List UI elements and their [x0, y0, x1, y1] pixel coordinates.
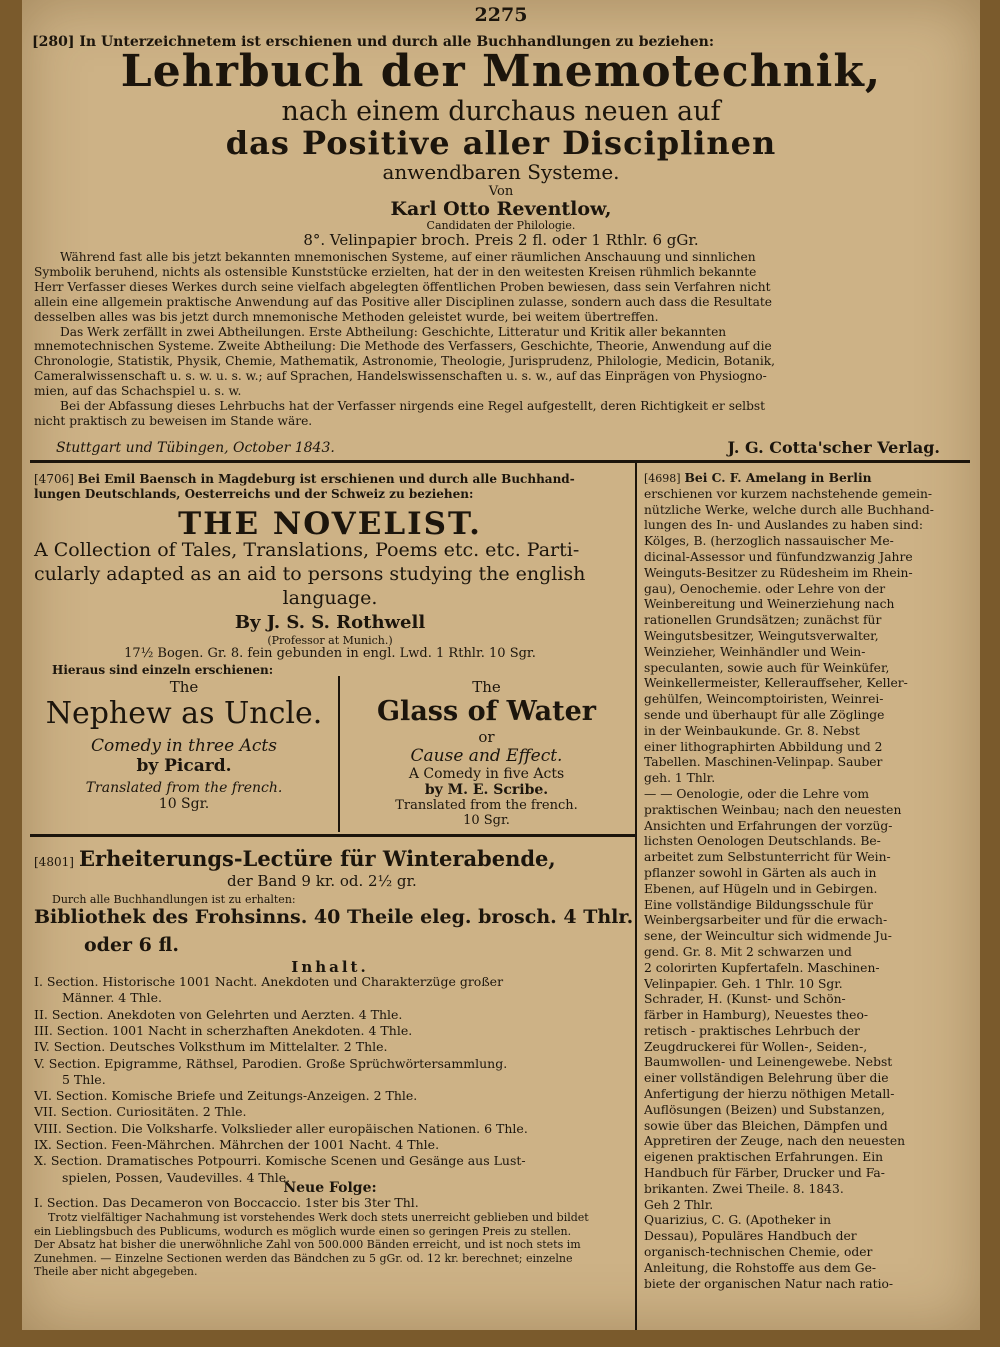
right-line: Tabellen. Maschinen-Velinpap. Sauber [644, 755, 883, 770]
right-lines [644, 487, 974, 1293]
contents-item: I. Section. Historische 1001 Nacht. Anekdoten und Charakterzüge großer [34, 974, 504, 989]
novelist-intro-1: Bei Emil Baensch in Magdeburg ist erschienen und durch alle Buchhand- [77, 472, 575, 486]
right-line: organisch-technischen Chemie, oder [644, 1245, 873, 1260]
nephew-price: 10 Sgr. [158, 796, 210, 812]
right-line: einer vollständigen Belehrung über die [644, 1071, 889, 1086]
desc-line: nicht praktisch zu beweisen im Stande wäre. [34, 413, 313, 428]
new-series-line: Theile aber nicht abgegeben. [34, 1265, 198, 1279]
glass-or: or [478, 728, 495, 746]
right-line: Geh 2 Thlr. [644, 1197, 714, 1212]
desc-line: Symbolik beruhend, nichts als ostensible Kunststücke erzielten, hat der in den weitesten Kreisen rühmlich bekannte [34, 264, 757, 279]
right-line: Weinbereitung und Weinerziehung nach [644, 597, 895, 612]
author-role: Candidaten der Philologie. [426, 219, 576, 232]
book-price: 8°. Velinpapier broch. Preis 2 fl. oder 1 Rthlr. 6 gGr. [303, 231, 699, 249]
desc-line: Chronologie, Statistik, Physik, Chemie, Mathematik, Astronomie, Theologie, Jurisprudenz, Philologie, Medicin, Botanik, [34, 354, 776, 369]
publisher: J. G. Cotta'scher Verlag. [727, 438, 940, 457]
right-line: pflanzer sowohl in Gärten als auch in [644, 865, 877, 880]
right-line: 2 colorirten Kupfertafeln. Maschinen- [644, 960, 880, 975]
library-title-2: oder 6 fl. [84, 934, 179, 956]
right-line: gend. Gr. 8. Mit 2 schwarzen und [644, 944, 852, 959]
desc-line: desselben alles was bis jetzt durch mnemonische Methoden geleistet wurde, bei weitem übertreffen. [34, 309, 659, 324]
new-series-line: ein Lieblingsbuch des Publicums, wodurch es möglich wurde einen so geringen Preis zu stellen. [34, 1224, 572, 1238]
new-series-line: Trotz vielfältiger Nachahmung ist vorstehendes Werk doch stets unerreicht geblieben und bildet [48, 1211, 589, 1224]
novelist-desc-line: cularly adapted as an aid to persons studying the english [34, 563, 586, 585]
right-line: Bei C. F. Amelang in Berlin [684, 470, 872, 485]
right-line: sene, der Weincultur sich widmende Ju- [644, 929, 892, 944]
new-series [34, 1196, 632, 1286]
right-column-ad [644, 470, 974, 1330]
right-line: Auflösungen (Beizen) und Substanzen, [644, 1102, 885, 1117]
lecture-ref: [4801] [34, 855, 74, 869]
nephew-block [34, 678, 334, 812]
contents-item: IX. Section. Feen-Mährchen. Mährchen der 1001 Nacht. 4 Thle. [34, 1137, 440, 1152]
nephew-author: by Picard. [136, 756, 232, 776]
right-line: Anfertigung der hierzu nöthigen Metall- [644, 1087, 895, 1102]
contents-item: VII. Section. Curiositäten. 2 Thle. [34, 1104, 247, 1120]
glass-translated: Translated from the french. [395, 798, 578, 813]
right-line: Weinkellermeister, Kellerauffseher, Keller- [644, 676, 908, 691]
right-line: Quarizius, C. G. (Apotheker in [644, 1213, 832, 1228]
novelist-intro [34, 472, 626, 502]
right-line: retisch - praktisches Lehrbuch der [644, 1023, 860, 1038]
library-title: Bibliothek des Frohsinns. 40 Theile eleg. brosch. 4 Thlr. [34, 906, 634, 928]
contents-list [34, 974, 632, 1194]
right-line: Kölges, B. (herzoglich nassauischer Me- [644, 534, 894, 549]
right-line: färber in Hamburg), Neuestes theo- [644, 1008, 869, 1023]
new-series-heading: Neue Folge: [283, 1180, 377, 1196]
novelist-description [34, 538, 626, 610]
right-line: gau), Oenochemie. oder Lehre von der [644, 581, 886, 596]
novelist-intro-2: lungen Deutschlands, Oesterreichs und der Schweiz zu beziehen: [34, 487, 474, 501]
new-series-line: Zunehmen. — Einzelne Sectionen werden das Bändchen zu 5 gGr. od. 12 kr. berechnet; einzelne [34, 1251, 573, 1265]
right-line: brikanten. Zwei Theile. 8. 1843. [644, 1181, 844, 1196]
novelist-author-role: (Professor at Munich.) [267, 634, 393, 647]
page-number: 2275 [474, 4, 528, 26]
right-line: Schrader, H. (Kunst- und Schön- [644, 992, 846, 1007]
right-line: erschienen vor kurzem nachstehende gemein- [644, 486, 933, 501]
right-line: Appretiren der Zeuge, nach den neuesten [644, 1134, 906, 1149]
book-subtitle-3: anwendbaren Systeme. [382, 160, 620, 184]
right-line: Baumwollen- und Leinengewebe. Nebst [644, 1055, 893, 1070]
lecture-intro: Durch alle Buchhandlungen ist zu erhalten: [52, 893, 296, 906]
right-line: biete der organischen Natur nach ratio- [644, 1276, 894, 1291]
right-line: Weinguts-Besitzer zu Rüdesheim im Rhein- [644, 565, 913, 580]
glass-subtitle: Cause and Effect. [410, 746, 563, 766]
nephew-title: Nephew as Uncle. [45, 696, 323, 731]
right-line: geh. 1 Thlr. [644, 771, 716, 786]
right-line: Zeugdruckerei für Wollen-, Seiden-, [644, 1039, 868, 1054]
glass-price: 10 Sgr. [463, 813, 510, 828]
desc-line: mnemotechnischen Systeme. Zweite Abtheilung: Die Methode des Verfassers, Geschichte, Theorie, Anwendung auf die [34, 339, 772, 354]
right-line: Ebenen, auf Hügeln und in Gebirgen. [644, 881, 878, 896]
contents-item: VIII. Section. Die Volksharfe. Volkslieder aller europäischen Nationen. 6 Thle. [34, 1120, 528, 1136]
right-line: Weinzieher, Weinhändler und Wein- [644, 644, 866, 659]
nephew-the: The [169, 678, 199, 696]
contents-item: V. Section. Epigramme, Räthsel, Parodien. Große Sprüchwörtersammlung. [34, 1055, 508, 1071]
lecture-price: der Band 9 kr. od. 2½ gr. [227, 872, 417, 890]
right-line: nützliche Werke, welche durch alle Buchhand- [644, 502, 934, 517]
glass-author: by M. E. Scribe. [424, 782, 549, 798]
contents-item: spielen, Possen, Vaudevilles. 4 Thle. [62, 1169, 291, 1185]
newspaper-page [22, 0, 980, 1330]
right-line: Eine vollständige Bildungsschule für [644, 897, 873, 912]
desc-line: allein eine allgemein praktische Anwendung auf das Positive aller Disciplinen zulasse, sondern auch dass die Resultate [34, 294, 772, 309]
right-line: lichsten Oenologen Deutschlands. Be- [644, 834, 881, 849]
contents-item: IV. Section. Deutsches Volksthum im Mittelalter. 2 Thle. [34, 1039, 388, 1055]
glass-title: Glass of Water [377, 696, 596, 727]
right-line: dicinal-Assessor und fünfundzwanzig Jahre [644, 549, 913, 564]
right-line: Weingutsbesitzer, Weingutsverwalter, [644, 628, 879, 643]
desc-line: Herr Verfasser dieses Werkes durch seine vielfach abgelegten öffentlichen Proben bewiesen, dass sein Verfahren nicht [34, 279, 771, 294]
contents-item: X. Section. Dramatisches Potpourri. Komische Scenen und Gesänge aus Lust- [34, 1153, 526, 1169]
place-date: Stuttgart und Tübingen, October 1843. [56, 440, 335, 456]
novelist-hieraus: Hieraus sind einzeln erschienen: [52, 663, 274, 677]
right-line: eigenen praktischen Erfahrungen. Ein [644, 1150, 884, 1165]
contents-item: VI. Section. Komische Briefe und Zeitungs-Anzeigen. 2 Thle. [34, 1088, 418, 1104]
right-line: in der Weinbaukunde. Gr. 8. Nebst [644, 723, 860, 738]
desc-line: Während fast alle bis jetzt bekannten mnemonischen Systeme, auf einer räumlichen Anschauung und sinnlichen [60, 250, 756, 264]
right-line: speculanten, sowie auch für Weinküfer, [644, 660, 890, 675]
right-line: Handbuch für Färber, Drucker und Fa- [644, 1166, 885, 1181]
right-line: gehülfen, Weincomptoiristen, Weinrei- [644, 692, 884, 707]
desc-line: Bei der Abfassung dieses Lehrbuchs hat der Verfasser nirgends eine Regel aufgestellt, deren Richtigkeit er selbst [60, 399, 766, 413]
right-line: sowie über das Bleichen, Dämpfen und [644, 1118, 888, 1133]
desc-line: mien, auf das Schachspiel u. s. w. [34, 384, 242, 399]
lecture-heading [34, 846, 556, 871]
right-line: Anleitung, die Rohstoffe aus dem Ge- [644, 1260, 877, 1275]
right-line: Ansichten und Erfahrungen der vorzüg- [644, 818, 893, 833]
right-line: Dessau), Populäres Handbuch der [644, 1229, 857, 1244]
desc-line: Das Werk zerfällt in zwei Abtheilungen. Erste Abtheilung: Geschichte, Litteratur und Kritik aller bekannten [60, 324, 727, 339]
lecture-title: Erheiterungs-Lectüre für Winterabende, [79, 846, 556, 871]
ad-intro-text: In Unterzeichnetem ist erschienen und durch alle Buchhandlungen zu beziehen: [79, 34, 714, 50]
von-label: Von [488, 184, 514, 199]
play-divider [338, 676, 340, 832]
glass-comedy: A Comedy in five Acts [408, 766, 565, 782]
contents-item: II. Section. Anekdoten von Gelehrten und Aerzten. 4 Thle. [34, 1006, 403, 1022]
contents-item: 5 Thle. [62, 1071, 106, 1087]
new-series-line: Der Absatz hat bisher die unerwöhnliche Zahl von 500.000 Bänden erreicht, und ist noch stets im [34, 1238, 581, 1252]
right-line: einer lithographirten Abbildung und 2 [644, 739, 883, 754]
book-description [34, 250, 968, 430]
right-line: sende und überhaupt für alle Zöglinge [644, 707, 885, 722]
right-line: arbeitet zum Selbstunterricht für Wein- [644, 850, 891, 865]
nephew-translated: Translated from the french. [85, 780, 283, 796]
novelist-price: 17½ Bogen. Gr. 8. fein gebunden in engl. Lwd. 1 Rthlr. 10 Sgr. [124, 646, 536, 661]
section-divider [30, 460, 970, 463]
novelist-ref: [4706] [34, 472, 74, 486]
section-divider [30, 834, 635, 837]
right-ref: [4698] [644, 472, 681, 485]
novelist-title: THE NOVELIST. [178, 506, 482, 542]
right-line: lungen des In- und Auslandes zu haben sind: [644, 518, 923, 533]
nephew-subtitle: Comedy in three Acts [91, 736, 277, 756]
right-line: Velinpapier. Geh. 1 Thlr. 10 Sgr. [644, 976, 843, 991]
book-subtitle-1: nach einem durchaus neuen auf [281, 96, 721, 127]
desc-line: Cameralwissenschaft u. s. w. u. s. w.; auf Sprachen, Handelswissenschaften u. s. w., auf das Einprägen von Physiogno- [34, 369, 767, 384]
new-series-line: I. Section. Das Decameron von Boccaccio. 1ster bis 3ter Thl. [34, 1196, 419, 1210]
glass-the: The [472, 678, 501, 696]
column-divider [635, 462, 637, 1330]
right-line: Weinbergsarbeiter und für die erwach- [644, 913, 888, 928]
right-line: praktischen Weinbau; nach den neuesten [644, 802, 902, 817]
book-subtitle-2: das Positive aller Disciplinen [225, 124, 777, 162]
right-line: — — Oenologie, oder die Lehre vom [644, 786, 870, 801]
glass-block [344, 678, 629, 828]
right-line: rationellen Grundsätzen; zunächst für [644, 613, 882, 628]
book-title: Lehrbuch der Mnemotechnik, [120, 46, 882, 97]
novelist-desc-line: A Collection of Tales, Translations, Poems etc. etc. Parti- [34, 539, 580, 561]
contents-item: Männer. 4 Thle. [62, 990, 162, 1006]
contents-heading: Inhalt. [291, 958, 369, 976]
novelist-author: By J. S. S. Rothwell [234, 612, 426, 633]
novelist-desc-line: language. [282, 587, 378, 609]
contents-item: III. Section. 1001 Nacht in scherzhaften Anekdoten. 4 Thle. [34, 1022, 413, 1038]
ad-ref: [280] [32, 34, 75, 50]
author-name: Karl Otto Reventlow, [390, 198, 612, 220]
